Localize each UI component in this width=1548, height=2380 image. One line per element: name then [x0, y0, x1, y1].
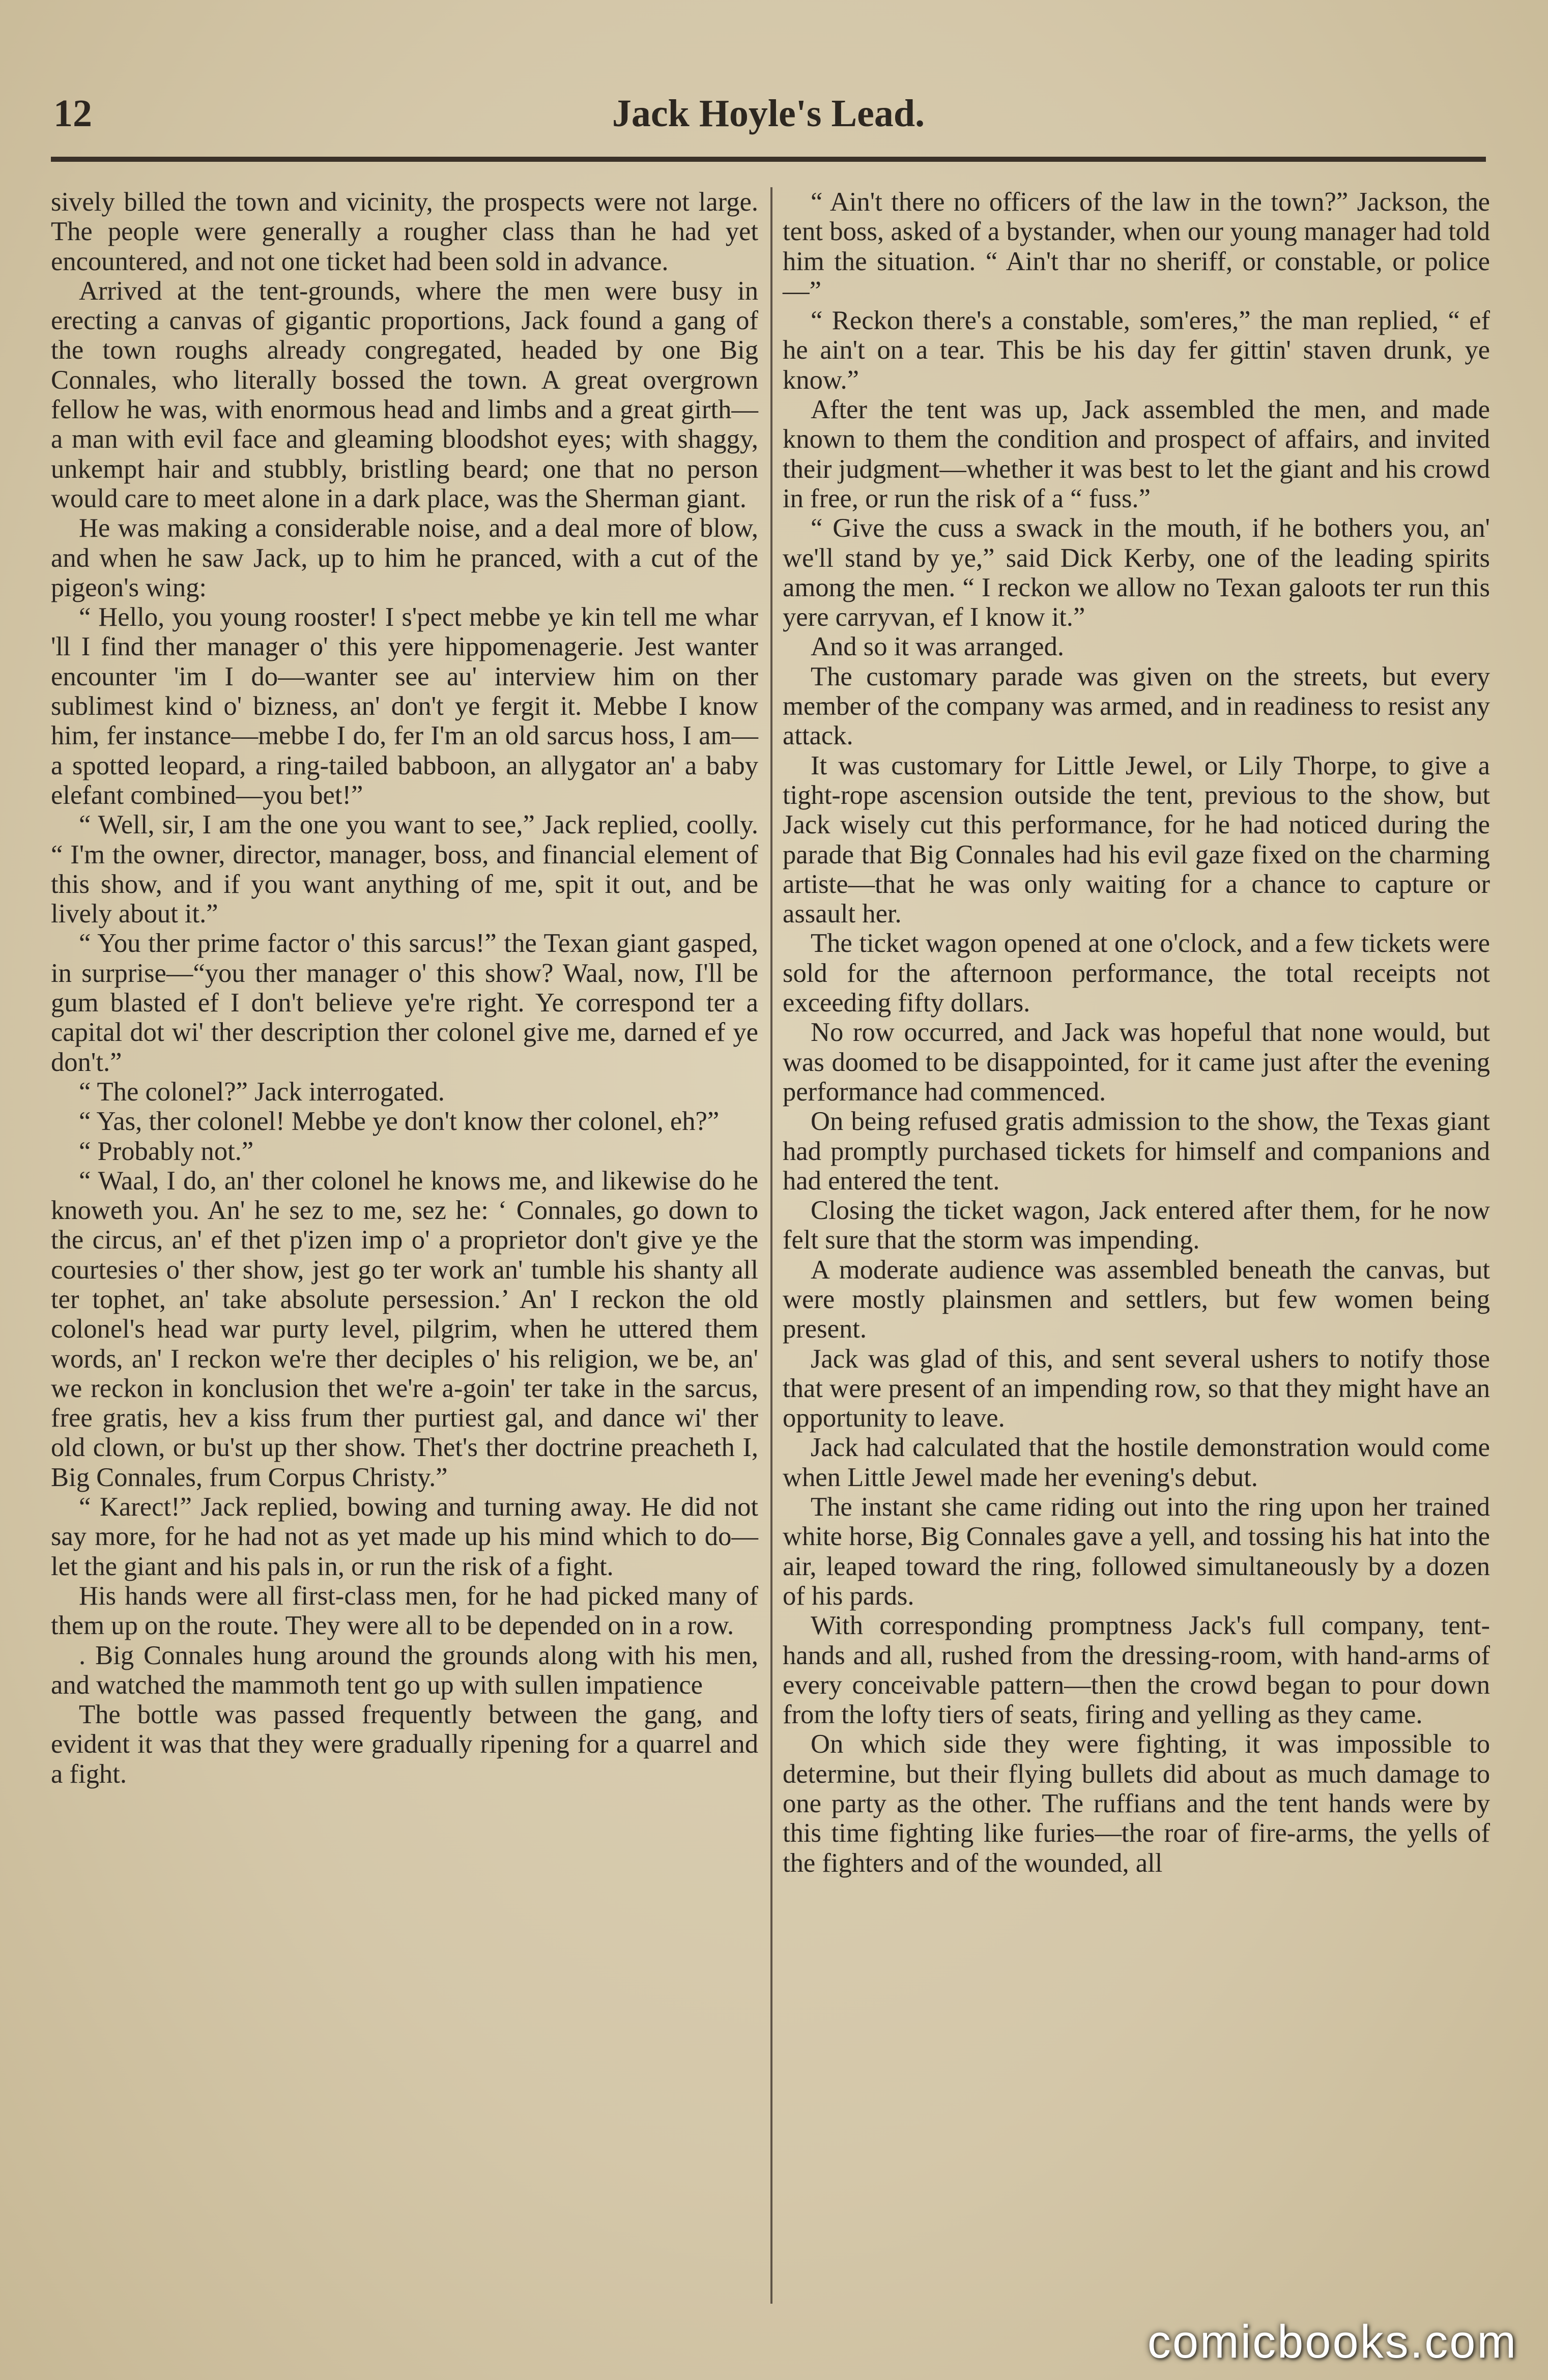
paragraph: “ Probably not.” [79, 1136, 254, 1166]
paragraph: On being refused gratis admission to the show, the Texas giant had promptly purchased tickets for himself and companions and had entered the tent. [783, 1107, 1490, 1196]
paragraph: “ Karect!” Jack replied, bowing and turning away. He did not say more, for he had not as yet made up his mind which to do—let the giant and his pals in, or run the risk of a fight. [51, 1492, 758, 1581]
paragraph: . Big Connales hung around the grounds along with his men, and watched the mammoth tent go up with sullen impatience [51, 1640, 758, 1700]
paragraph: And so it was arranged. [811, 632, 1065, 662]
left-column [51, 187, 758, 1789]
paragraph: With corresponding promptness Jack's full company, tent-hands and all, rushed from the dressing-room, with hand-arms of every conceivable pattern—then the crowd began to pour down from the lofty tiers of seats, firing and yelling as they came. [783, 1611, 1490, 1730]
paragraph: The instant she came riding out into the ring upon her trained white horse, Big Connales gave a yell, and tossing his hat into the air, leaped toward the ring, followed simultaneously by a dozen of his pards. [783, 1492, 1490, 1611]
paragraph: Jack was glad of this, and sent several ushers to notify those that were present of an impending row, so that they might have an opportunity to leave. [783, 1344, 1490, 1433]
running-header [53, 92, 1483, 142]
running-title: Jack Hoyle's Lead. [612, 92, 925, 135]
paragraph: Closing the ticket wagon, Jack entered after them, for he now felt sure that the storm was impending. [783, 1196, 1490, 1255]
paragraph: “ Yas, ther colonel! Mebbe ye don't know ther colonel, eh?” [79, 1107, 720, 1137]
paragraph: Arrived at the tent-grounds, where the men were busy in erecting a canvas of gigantic proportions, Jack found a gang of the town roughs already congregated, headed by one Big Connales, who literally bossed the town. A great overgrown fellow he was, with enormous head and limbs and a great girth—a man with evil face and gleaming bloodshot eyes; with shaggy, unkempt hair and stubbly, bristling beard; one that no person would care to meet alone in a dark place, was the Sherman giant. [51, 276, 758, 513]
paragraph: “ Reckon there's a constable, som'eres,” the man replied, “ ef he ain't on a tear. This be his day fer gittin' staven drunk, ye know.” [783, 306, 1490, 395]
paragraph: The ticket wagon opened at one o'clock, and a few tickets were sold for the afternoon performance, the total receipts not exceeding fifty dollars. [783, 928, 1490, 1018]
paragraph: After the tent was up, Jack assembled the men, and made known to them the condition and prospect of affairs, and invited their judgment—whether it was best to let the giant and his crowd in free, or run the risk of a “ fuss.” [783, 395, 1490, 513]
paragraph: “ Give the cuss a swack in the mouth, if he bothers you, an' we'll stand by ye,” said Dick Kerby, one of the leading spirits among the men. “ I reckon we allow no Texan galoots ter run this yere carryvan, ef I know it.” [783, 513, 1490, 632]
paragraph: On which side they were fighting, it was impossible to determine, but their flying bullets did about as much damage to one party as the other. The ruffians and the tent hands were by this time fighting like furies—the roar of fire-arms, the yells of the fighters and of the wounded, all [783, 1729, 1490, 1878]
paragraph: “ Well, sir, I am the one you want to see,” Jack replied, coolly. “ I'm the owner, director, manager, boss, and financial element of this show, and if you want anything of me, spit it out, and be lively about it.” [51, 810, 758, 929]
paragraph: His hands were all first-class men, for he had picked many of them up on the route. They were all to be depended on in a row. [51, 1581, 758, 1641]
paragraph: “ Hello, you young rooster! I s'pect mebbe ye kin tell me whar 'll I find ther manager o' this yere hippomenagerie. Jest wanter encounter 'im I do—wanter see au' interview him on ther sublimest kind o' bizness, an' don't ye fergit it. Mebbe I know him, fer instance—mebbe I do, fer I'm an old sarcus hoss, I am—a spotted leopard, a ring-tailed babboon, an allygator an' a baby elefant combined—you bet!” [51, 602, 758, 810]
column-divider [770, 187, 772, 2304]
watermark: comicbooks.com [1147, 2316, 1517, 2368]
paragraph: He was making a considerable noise, and a deal more of blow, and when he saw Jack, up to him he pranced, with a cut of the pigeon's wing: [51, 513, 758, 602]
paragraph: “ Ain't there no officers of the law in the town?” Jackson, the tent boss, asked of a bystander, when our young manager had told him the situation. “ Ain't thar no sheriff, or constable, or police—” [783, 187, 1490, 306]
paragraph: “ The colonel?” Jack interrogated. [79, 1077, 445, 1107]
paragraph: “ Waal, I do, an' ther colonel he knows me, and likewise do he knoweth you. An' he sez to me, sez he: ‘ Connales, go down to the circus, an' ef thet p'izen imp o' a proprietor don't give ye the courtesies o' ther show, jest go ter work an' tumble his shanty all ter tophet, an' take absolute persession.’ An' I reckon the old colonel's head war purty level, pilgrim, when he uttered them words, an' I reckon we're ther deciples o' his religion, we be, an' we reckon in konclusion thet we're a-goin' ter take in the sarcus, free gratis, hev a kiss frum ther purtiest gal, and dance wi' ther old clown, or bu'st up ther show. Thet's ther doctrine preacheth I, Big Connales, frum Corpus Christy.” [51, 1166, 758, 1492]
paragraph: The bottle was passed frequently between the gang, and evident it was that they were gradually ripening for a quarrel and a fight. [51, 1700, 758, 1789]
paragraph: A moderate audience was assembled beneath the canvas, but were mostly plainsmen and settlers, but few women being present. [783, 1255, 1490, 1344]
paragraph: No row occurred, and Jack was hopeful that none would, but was doomed to be disappointed, for it came just after the evening performance had commenced. [783, 1018, 1490, 1107]
paragraph: It was customary for Little Jewel, or Lily Thorpe, to give a tight-rope ascension outside the tent, previous to the show, but Jack wisely cut this performance, for he had noticed during the parade that Big Connales had his evil gaze fixed on the charming artiste—that he was only waiting for a chance to capture or assault her. [783, 750, 1490, 929]
paragraph: “ You ther prime factor o' this sarcus!” the Texan giant gasped, in surprise—“you ther manager o' this show? Waal, now, I'll be gum blasted ef I don't believe ye're right. Ye correspond ter a capital dot wi' ther description ther colonel give me, darned ef ye don't.” [51, 928, 758, 1077]
header-rule [51, 157, 1486, 162]
paragraph: The customary parade was given on the streets, but every member of the company was armed, and in readiness to resist any attack. [783, 661, 1490, 751]
page-number: 12 [53, 92, 92, 135]
right-column [783, 187, 1490, 1878]
paragraph: sively billed the town and vicinity, the prospects were not large. The people were generally a rougher class than he had yet encountered, and not one ticket had been sold in advance. [51, 187, 758, 276]
paragraph: Jack had calculated that the hostile demonstration would come when Little Jewel made her evening's debut. [783, 1433, 1490, 1492]
